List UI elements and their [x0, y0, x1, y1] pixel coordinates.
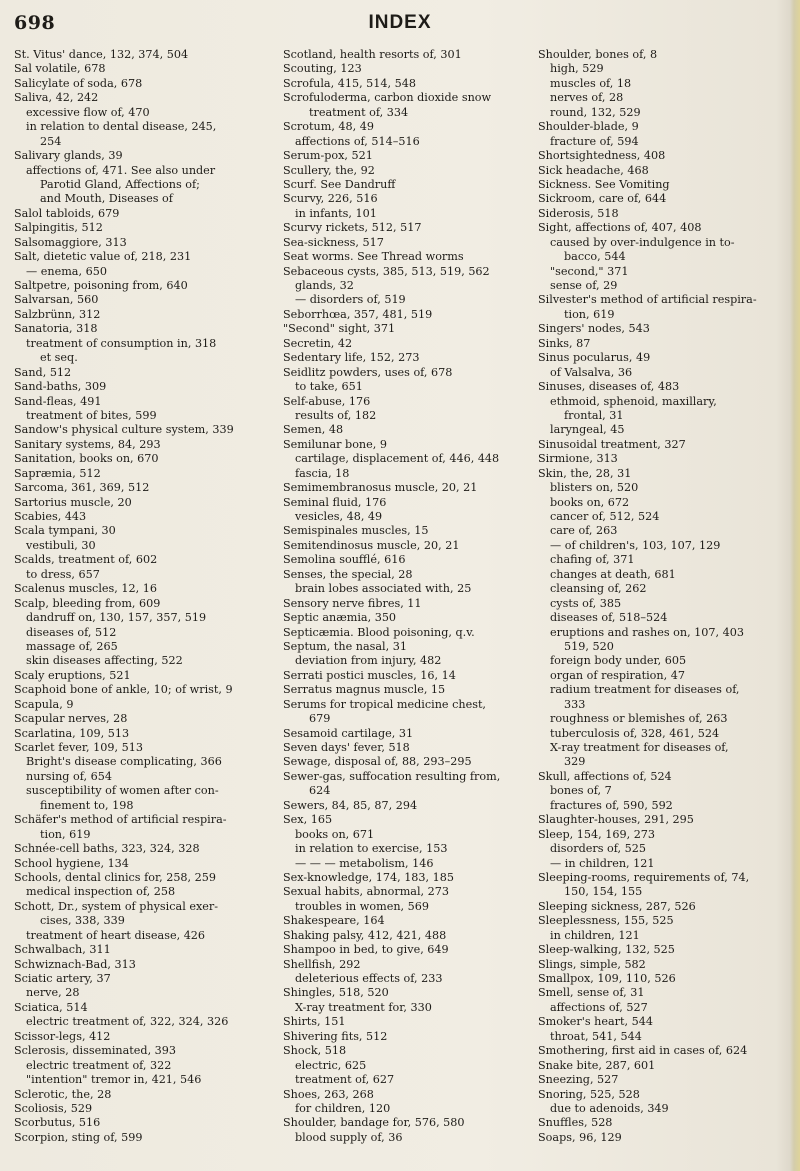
index-entry: tion, 619 [40, 827, 91, 841]
index-entry: Scalp, bleeding from, 609 [14, 596, 161, 610]
index-entry: Sick headache, 468 [538, 163, 649, 177]
index-entry: to take, 651 [295, 380, 363, 394]
index-entry: high, 529 [550, 62, 604, 76]
index-entry: fracture of, 594 [550, 134, 639, 148]
index-entry: in infants, 101 [295, 206, 377, 220]
index-entry: Salsomaggiore, 313 [14, 235, 127, 249]
index-entry: Salol tabloids, 679 [14, 206, 120, 220]
index-entry: "intention" tremor in, 421, 546 [26, 1073, 202, 1087]
index-entry: Sinusoidal treatment, 327 [538, 437, 686, 451]
index-entry: Sandow's physical culture system, 339 [14, 423, 234, 437]
index-entry: affections of, 527 [550, 1000, 648, 1014]
index-entry: nerve, 28 [26, 986, 80, 1000]
index-entry: Sarcoma, 361, 369, 512 [14, 481, 150, 495]
index-entry: of Valsalva, 36 [550, 365, 633, 379]
index-entry: treatment of consumption in, 318 [26, 336, 217, 350]
index-entry: diseases of, 512 [26, 625, 117, 639]
index-entry: Sensory nerve fibres, 11 [283, 596, 422, 610]
index-entry: deleterious effects of, 233 [295, 972, 443, 985]
index-entry: Scarlatina, 109, 513 [14, 726, 130, 740]
index-entry: Shakespeare, 164 [283, 914, 385, 928]
index-entry: Sewers, 84, 85, 87, 294 [283, 798, 418, 812]
index-entry: electric, 625 [295, 1058, 367, 1072]
index-entry: — disorders of, 519 [295, 293, 406, 307]
index-entry: Saliva, 42, 242 [14, 91, 99, 105]
index-entry: Scoliosis, 529 [14, 1101, 93, 1115]
index-entry: Semimembranosus muscle, 20, 21 [283, 481, 478, 495]
index-entry: eruptions and rashes on, 107, 403 [550, 625, 744, 639]
index-entry: Seven days' fever, 518 [283, 741, 410, 754]
index-entry: Scorpion, sting of, 599 [14, 1130, 143, 1144]
index-entry: cysts of, 385 [550, 596, 622, 610]
index-entry: Septic anæmia, 350 [283, 611, 397, 625]
index-entry: care of, 263 [550, 524, 618, 538]
index-entry: electric treatment of, 322, 324, 326 [26, 1015, 229, 1029]
index-entry: Scurvy rickets, 512, 517 [283, 221, 422, 235]
index-entry: changes at death, 681 [550, 567, 676, 581]
index-entry: Smothering, first aid in cases of, 624 [538, 1044, 748, 1058]
index-entry: chafing of, 371 [550, 553, 635, 567]
index-column-left [14, 48, 276, 1145]
index-entry: "Second" sight, 371 [283, 322, 396, 336]
index-entry: Sewer-gas, suffocation resulting from, [283, 769, 501, 783]
index-entry: Sciatic artery, 37 [14, 972, 111, 985]
index-entry: Smallpox, 109, 110, 526 [538, 972, 676, 985]
index-entry: Scabies, 443 [14, 510, 87, 523]
index-entry: X-ray treatment for diseases of, [550, 741, 729, 754]
index-entry: Sanitary systems, 84, 293 [14, 437, 161, 451]
index-entry: Scullery, the, 92 [283, 163, 375, 177]
index-entry: Sleep-walking, 132, 525 [538, 943, 675, 957]
index-entry: Sartorius muscle, 20 [14, 495, 132, 509]
index-entry: Scrotum, 48, 49 [283, 120, 375, 134]
index-entry: "second," 371 [550, 264, 629, 278]
index-entry: Semen, 48 [283, 423, 344, 437]
index-entry: Seat worms. See Thread worms [283, 250, 464, 264]
index-entry: Sleeping-rooms, requirements of, 74, [538, 870, 750, 884]
index-entry: Sex-knowledge, 174, 183, 185 [283, 870, 455, 884]
index-entry: 150, 154, 155 [564, 885, 643, 899]
index-entry: Sand-baths, 309 [14, 380, 107, 394]
index-entry: Sexual habits, abnormal, 273 [283, 885, 450, 899]
index-entry: Scala tympani, 30 [14, 524, 116, 538]
index-entry: blisters on, 520 [550, 481, 639, 495]
index-entry: Singers' nodes, 543 [538, 322, 650, 336]
index-entry: Scurvy, 226, 516 [283, 192, 378, 206]
page-edge [790, 0, 800, 1171]
index-entry: Skin, the, 28, 31 [538, 466, 632, 480]
index-entry: Parotid Gland, Affections of; [40, 177, 200, 191]
index-entry: tion, 619 [564, 307, 615, 321]
index-entry: round, 132, 529 [550, 105, 641, 119]
index-entry: Scapula, 9 [14, 697, 74, 711]
index-entry: dandruff on, 130, 157, 357, 519 [26, 611, 207, 625]
index-entry: Seminal fluid, 176 [283, 495, 387, 509]
index-entry: sense of, 29 [550, 279, 618, 292]
index-entry: Sanatoria, 318 [14, 322, 98, 336]
index-entry: Sirmione, 313 [538, 452, 618, 466]
index-entry: Schools, dental clinics for, 258, 259 [14, 870, 217, 884]
index-entry: Salt, dietetic value of, 218, 231 [14, 250, 192, 264]
index-entry: books on, 671 [295, 827, 375, 841]
index-entry: Scaphoid bone of ankle, 10; of wrist, 9 [14, 683, 233, 697]
index-entry: Scrofuloderma, carbon dioxide snow [283, 91, 492, 105]
index-entry: Scapular nerves, 28 [14, 712, 128, 726]
index-entry: Scalenus muscles, 12, 16 [14, 582, 157, 596]
index-entry: treatment of, 334 [309, 105, 409, 119]
index-entry: Schott, Dr., system of physical exer- [14, 899, 219, 913]
index-entry: Sinus pocularus, 49 [538, 351, 651, 365]
index-entry: Bright's disease complicating, 366 [26, 755, 222, 769]
index-entry: Sciatica, 514 [14, 1000, 88, 1014]
index-entry: tuberculosis of, 328, 461, 524 [550, 726, 720, 740]
index-entry: Scorbutus, 516 [14, 1116, 101, 1130]
index-entry: Slaughter-houses, 291, 295 [538, 813, 694, 827]
index-entry: Scissor-legs, 412 [14, 1029, 111, 1043]
index-entry: nerves of, 28 [550, 91, 624, 105]
index-entry: Semispinales muscles, 15 [283, 524, 429, 538]
index-entry: in relation to dental disease, 245, [26, 120, 217, 134]
index-entry: Sight, affections of, 407, 408 [538, 221, 702, 235]
index-entry: Sclerosis, disseminated, 393 [14, 1044, 177, 1058]
index-entry: Scotland, health resorts of, 301 [283, 48, 462, 61]
index-entry: cancer of, 512, 524 [550, 510, 660, 523]
index-entry: Sleeplessness, 155, 525 [538, 914, 674, 928]
index-entry: vesicles, 48, 49 [295, 510, 383, 523]
index-entry: Shampoo in bed, to give, 649 [283, 943, 449, 957]
index-entry: Sickroom, care of, 644 [538, 192, 667, 206]
index-entry: Seborrhœa, 357, 481, 519 [283, 307, 433, 321]
index-entry: skin diseases affecting, 522 [26, 654, 183, 668]
index-entry: Sclerotic, the, 28 [14, 1087, 112, 1101]
index-entry: — enema, 650 [26, 264, 107, 278]
index-entry: Shock, 518 [283, 1044, 347, 1058]
index-entry: 333 [564, 697, 586, 711]
index-entry: Schwiznach-Bad, 313 [14, 957, 136, 971]
index-entry: Sesamoid cartilage, 31 [283, 726, 414, 740]
index-entry: results of, 182 [295, 408, 377, 422]
index-entry: Septicæmia. Blood poisoning, q.v. [283, 625, 475, 639]
index-entry: cartilage, displacement of, 446, 448 [295, 452, 500, 466]
index-entry: Salivary glands, 39 [14, 149, 123, 163]
index-entry: diseases of, 518–524 [550, 611, 668, 625]
index-column-right [538, 48, 788, 1145]
index-entry: brain lobes associated with, 25 [295, 582, 472, 596]
index-entry: Secretin, 42 [283, 336, 353, 350]
index-entry: massage of, 265 [26, 639, 118, 653]
index-entry: roughness or blemishes of, 263 [550, 712, 728, 726]
index-entry: Snuffles, 528 [538, 1116, 613, 1130]
index-entry: treatment of bites, 599 [26, 408, 157, 422]
index-entry: Self-abuse, 176 [283, 394, 371, 408]
index-entry: Shellfish, 292 [283, 957, 361, 971]
index-entry: cises, 338, 339 [40, 914, 125, 928]
index-entry: finement to, 198 [40, 798, 134, 812]
index-entry: Septum, the nasal, 31 [283, 639, 407, 653]
index-entry: Serratus magnus muscle, 15 [283, 683, 446, 697]
index-entry: Sleep, 154, 169, 273 [538, 827, 656, 841]
index-entry: Shivering fits, 512 [283, 1029, 388, 1043]
index-entry: — of children's, 103, 107, 129 [550, 538, 721, 552]
index-entry: 624 [309, 784, 331, 798]
index-entry: Silvester's method of artificial respira- [538, 293, 757, 307]
index-entry: Shortsightedness, 408 [538, 149, 666, 163]
index-entry: for children, 120 [295, 1101, 391, 1115]
index-entry: Serum-pox, 521 [283, 149, 373, 163]
index-entry: nursing of, 654 [26, 769, 112, 783]
index-entry: Sea-sickness, 517 [283, 235, 384, 249]
page-number: 698 [14, 12, 56, 34]
index-entry: — in children, 121 [550, 856, 655, 870]
index-entry: treatment of heart disease, 426 [26, 928, 206, 942]
index-entry: — — — metabolism, 146 [295, 856, 434, 870]
index-entry: Smell, sense of, 31 [538, 986, 645, 1000]
index-entry: Salicylate of soda, 678 [14, 76, 143, 90]
index-entry: Sebaceous cysts, 385, 513, 519, 562 [283, 264, 490, 278]
index-entry: due to adenoids, 349 [550, 1101, 669, 1115]
index-entry: Semolina soufflé, 616 [283, 553, 406, 567]
index-entry: Scaly eruptions, 521 [14, 668, 131, 682]
index-entry: Snoring, 525, 528 [538, 1087, 640, 1101]
index-entry: Sneezing, 527 [538, 1073, 619, 1087]
index-entry: to dress, 657 [26, 567, 100, 581]
index-entry: radium treatment for diseases of, [550, 683, 740, 697]
page-header [0, 12, 800, 38]
index-entry: Sinuses, diseases of, 483 [538, 380, 680, 394]
index-column-middle [283, 48, 545, 1145]
index-entry: Soaps, 96, 129 [538, 1130, 622, 1144]
index-entry: Semitendinosus muscle, 20, 21 [283, 538, 460, 552]
index-entry: Serrati postici muscles, 16, 14 [283, 668, 456, 682]
index-entry: Schwalbach, 311 [14, 943, 111, 957]
index-entry: Schäfer's method of artificial respira- [14, 813, 227, 827]
index-entry: Scurf. See Dandruff [283, 177, 396, 191]
index-entry: Scrofula, 415, 514, 548 [283, 76, 417, 90]
index-entry: affections of, 514–516 [295, 134, 420, 148]
index-entry: laryngeal, 45 [550, 423, 625, 437]
index-entry: Salzbrünn, 312 [14, 307, 101, 321]
index-entry: medical inspection of, 258 [26, 885, 176, 899]
index-entry: Slings, simple, 582 [538, 957, 646, 971]
index-entry: Shirts, 151 [283, 1015, 346, 1029]
index-entry: fascia, 18 [295, 466, 350, 480]
index-entry: Senses, the special, 28 [283, 567, 413, 581]
index-entry: fractures of, 590, 592 [550, 798, 673, 812]
index-entry: throat, 541, 544 [550, 1029, 642, 1043]
index-entry: electric treatment of, 322 [26, 1058, 172, 1072]
index-entry: books on, 672 [550, 495, 630, 509]
index-entry: deviation from injury, 482 [295, 654, 442, 668]
index-entry: excessive flow of, 470 [26, 105, 150, 119]
index-entry: Sand, 512 [14, 365, 72, 379]
index-entry: Sinks, 87 [538, 336, 591, 350]
index-entry: troubles in women, 569 [295, 899, 429, 913]
index-entry: Shoulder, bones of, 8 [538, 48, 658, 61]
index-entry: 679 [309, 712, 331, 726]
index-entry: Sickness. See Vomiting [538, 177, 670, 191]
index-entry: Semilunar bone, 9 [283, 437, 387, 451]
index-entry: caused by over-indulgence in to- [550, 235, 735, 249]
index-entry: Salvarsan, 560 [14, 293, 99, 307]
index-entry: in children, 121 [550, 928, 640, 942]
index-entry: glands, 32 [295, 279, 354, 292]
page-title: INDEX [368, 12, 432, 33]
index-entry: Shoulder-blade, 9 [538, 120, 639, 134]
index-entry: Serums for tropical medicine chest, [283, 697, 486, 711]
index-entry: Sand-fleas, 491 [14, 394, 102, 408]
index-entry: susceptibility of women after con- [26, 784, 219, 798]
index-entry: Siderosis, 518 [538, 206, 619, 220]
index-entry: X-ray treatment for, 330 [295, 1000, 432, 1014]
index-entry: frontal, 31 [564, 408, 624, 422]
index-entry: foreign body under, 605 [550, 654, 687, 668]
index-entry: vestibuli, 30 [26, 538, 96, 552]
index-entry: Skull, affections of, 524 [538, 769, 672, 783]
index-entry: 329 [564, 755, 586, 769]
index-entry: Scarlet fever, 109, 513 [14, 741, 143, 754]
index-entry: ethmoid, sphenoid, maxillary, [550, 394, 717, 408]
index-entry: and Mouth, Diseases of [40, 192, 173, 206]
index-entry: 254 [40, 134, 62, 148]
index-entry: Saltpetre, poisoning from, 640 [14, 279, 188, 292]
index-entry: Schnée-cell baths, 323, 324, 328 [14, 842, 200, 856]
index-entry: Shoulder, bandage for, 576, 580 [283, 1116, 465, 1130]
index-entry: affections of, 471. See also under [26, 163, 216, 177]
index-entry: muscles of, 18 [550, 76, 632, 90]
index-entry: St. Vitus' dance, 132, 374, 504 [14, 48, 189, 61]
index-entry: Sleeping sickness, 287, 526 [538, 899, 696, 913]
index-entry: Sal volatile, 678 [14, 62, 106, 76]
index-entry: Scouting, 123 [283, 62, 362, 76]
index-entry: in relation to exercise, 153 [295, 842, 448, 856]
index-entry: Salpingitis, 512 [14, 221, 103, 235]
index-entry: Sewage, disposal of, 88, 293–295 [283, 755, 472, 769]
index-entry: Seidlitz powders, uses of, 678 [283, 365, 453, 379]
index-entry: bacco, 544 [564, 250, 626, 264]
index-entry: Sanitation, books on, 670 [14, 452, 159, 466]
index-entry: Scalds, treatment of, 602 [14, 553, 158, 567]
index-entry: blood supply of, 36 [295, 1130, 403, 1144]
index-entry: School hygiene, 134 [14, 856, 129, 870]
index-entry: cleansing of, 262 [550, 582, 647, 596]
index-entry: organ of respiration, 47 [550, 668, 685, 682]
index-entry: bones of, 7 [550, 784, 612, 798]
index-entry: Smoker's heart, 544 [538, 1015, 653, 1029]
index-entry: Sapræmia, 512 [14, 466, 101, 480]
index-entry: Sedentary life, 152, 273 [283, 351, 420, 365]
index-entry: Shoes, 263, 268 [283, 1087, 374, 1101]
index-entry: Shaking palsy, 412, 421, 488 [283, 928, 447, 942]
index-entry: treatment of, 627 [295, 1073, 395, 1087]
index-entry: 519, 520 [564, 639, 614, 653]
index-entry: Shingles, 518, 520 [283, 986, 389, 1000]
index-entry: Snake bite, 287, 601 [538, 1058, 656, 1072]
index-entry: disorders of, 525 [550, 842, 646, 856]
index-entry: Sex, 165 [283, 813, 333, 827]
index-entry: et seq. [40, 351, 78, 365]
